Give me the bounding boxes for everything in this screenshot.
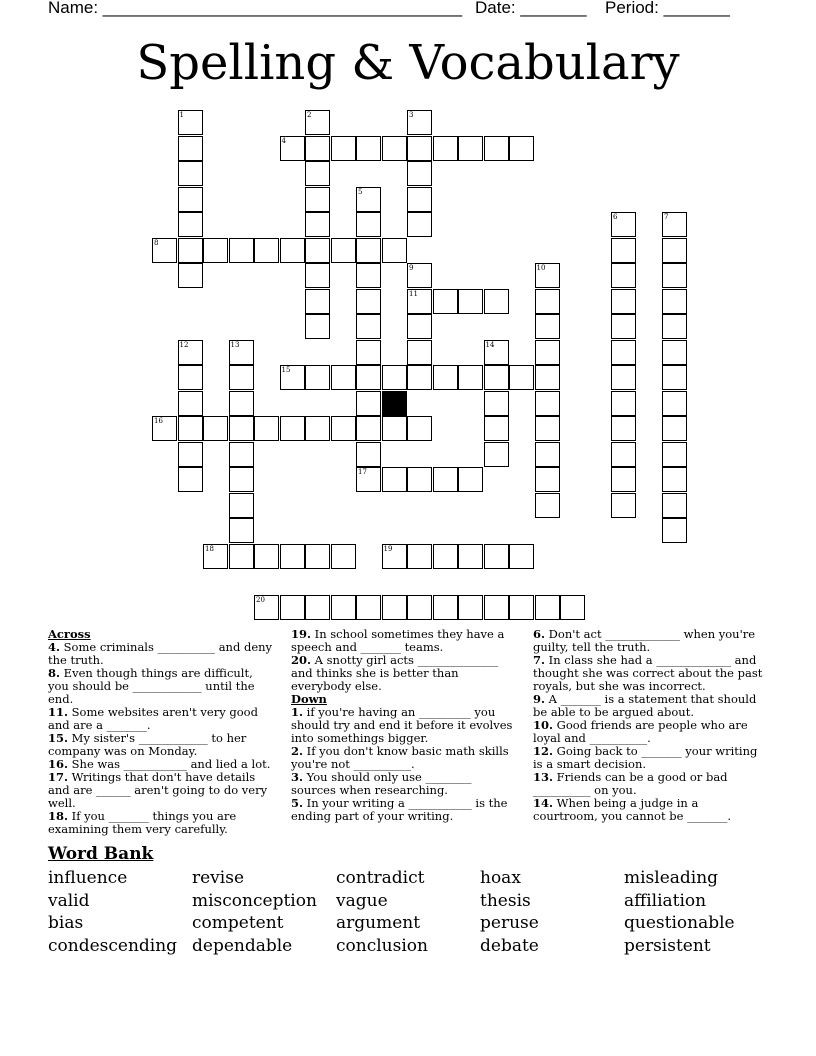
grid-cell[interactable] <box>407 467 432 492</box>
across-heading: Across <box>48 627 91 641</box>
grid-cell[interactable] <box>535 595 560 620</box>
grid-cell[interactable] <box>458 365 483 390</box>
grid-cell[interactable] <box>662 340 687 365</box>
grid-cell[interactable] <box>280 544 305 569</box>
word-bank-item: valid <box>48 891 90 911</box>
clue-across-18: 18. If you _______ things you are examining them very carefully. <box>48 809 237 836</box>
clue-down-12: 12. Going back to _______ your writing is a smart decision. <box>533 744 758 771</box>
clue-across-19: 19. In school sometimes they have a speech and _______ teams. <box>291 627 505 654</box>
grid-cell[interactable] <box>356 442 381 467</box>
word-bank-item: conclusion <box>336 936 428 956</box>
grid-cell[interactable] <box>178 212 203 237</box>
grid-cell[interactable] <box>535 340 560 365</box>
clue-number-2: 2 <box>307 111 312 119</box>
grid-cell[interactable] <box>305 161 330 186</box>
clue-number-20: 20 <box>256 595 265 604</box>
grid-cell[interactable] <box>178 136 203 161</box>
grid-cell[interactable] <box>229 493 254 518</box>
clue-number-6: 6 <box>613 213 618 221</box>
word-bank-item: revise <box>192 868 245 888</box>
grid-cell[interactable] <box>331 595 356 620</box>
clue-number-12: 12 <box>179 340 189 349</box>
clue-number-4: 4 <box>281 136 286 145</box>
grid-cell[interactable] <box>356 595 381 620</box>
grid-cell[interactable] <box>178 238 203 263</box>
clue-down-14: 14. When being a judge in a courtroom, you cannot be _______. <box>533 796 731 823</box>
grid-cell[interactable] <box>509 136 534 161</box>
word-bank-item: misconception <box>192 891 317 911</box>
word-bank-item: contradict <box>336 868 425 888</box>
grid-cell[interactable] <box>178 416 203 441</box>
grid-cell[interactable] <box>662 391 687 416</box>
grid-cell[interactable] <box>254 544 279 569</box>
clue-number-5: 5 <box>358 187 363 196</box>
word-bank-item: misleading <box>624 868 719 888</box>
grid-cell[interactable] <box>407 416 432 441</box>
grid-cell[interactable] <box>305 544 330 569</box>
grid-cell[interactable] <box>458 136 483 161</box>
grid-cell[interactable] <box>484 289 509 314</box>
grid-cell[interactable] <box>280 595 305 620</box>
grid-cell[interactable] <box>484 595 509 620</box>
clue-number-15: 15 <box>281 366 291 374</box>
grid-cell[interactable] <box>305 289 330 314</box>
grid-cell[interactable] <box>229 467 254 492</box>
grid-cell[interactable] <box>509 544 534 569</box>
grid-cell[interactable] <box>433 467 458 492</box>
grid-cell[interactable] <box>382 416 407 441</box>
grid-cell[interactable] <box>382 136 407 161</box>
grid-cell[interactable] <box>356 391 381 416</box>
grid-cell[interactable] <box>662 365 687 390</box>
grid-cell[interactable] <box>611 416 636 441</box>
grid-cell[interactable] <box>535 416 560 441</box>
grid-cell[interactable] <box>356 238 381 263</box>
grid-cell[interactable] <box>356 263 381 288</box>
grid-cell[interactable] <box>407 365 432 390</box>
period-field[interactable]: Period: _______ <box>605 0 730 17</box>
grid-cell[interactable] <box>178 391 203 416</box>
clue-number-18: 18 <box>205 544 214 553</box>
clue-number-19: 19 <box>383 544 393 553</box>
grid-cell[interactable] <box>229 238 254 263</box>
grid-cell[interactable] <box>178 467 203 492</box>
word-bank-item: thesis <box>480 891 531 911</box>
clue-number-16: 16 <box>154 417 163 425</box>
word-bank-item: competent <box>192 913 284 933</box>
grid-cell[interactable] <box>433 136 458 161</box>
grid-cell[interactable] <box>611 238 636 263</box>
grid-cell[interactable] <box>484 391 509 416</box>
grid-cell[interactable] <box>178 442 203 467</box>
grid-cell[interactable] <box>509 595 534 620</box>
clue-down-2: 2. If you don't know basic math skills you're not __________. <box>291 744 509 771</box>
clue-across-8: 8. Even though things are difficult, you should be ____________ until the end. <box>48 666 255 706</box>
grid-cell[interactable] <box>407 595 432 620</box>
grid-cell[interactable] <box>484 442 509 467</box>
grid-cell[interactable] <box>305 595 330 620</box>
clue-across-15: 15. My sister's ____________ to her company was on Monday. <box>48 731 247 758</box>
grid-cell[interactable] <box>611 263 636 288</box>
grid-cell[interactable] <box>407 340 432 365</box>
clue-across-20: 20. A snotty girl acts ______________ and thinks she is better than everybody else. <box>291 653 499 693</box>
grid-cell[interactable] <box>611 289 636 314</box>
grid-cell[interactable] <box>662 263 687 288</box>
grid-cell[interactable] <box>178 365 203 390</box>
clue-number-17: 17 <box>358 468 367 476</box>
grid-cell[interactable] <box>229 544 254 569</box>
grid-cell[interactable] <box>407 544 432 569</box>
word-bank-title: Word Bank <box>48 844 154 864</box>
grid-cell[interactable] <box>356 340 381 365</box>
grid-cell[interactable] <box>535 289 560 314</box>
grid-cell[interactable] <box>535 467 560 492</box>
grid-cell[interactable] <box>611 365 636 390</box>
clue-across-16: 16. She was ___________ and lied a lot. <box>48 757 271 771</box>
grid-cell[interactable] <box>254 238 279 263</box>
grid-cell[interactable] <box>305 136 330 161</box>
word-bank-item: vague <box>336 891 388 911</box>
grid-cell[interactable] <box>662 518 687 543</box>
grid-cell[interactable] <box>611 340 636 365</box>
grid-cell[interactable] <box>433 365 458 390</box>
clues-column-1 <box>48 628 276 836</box>
clue-number-3: 3 <box>409 111 414 119</box>
grid-cell[interactable] <box>305 212 330 237</box>
grid-cell[interactable] <box>662 314 687 339</box>
clue-across-4: 4. Some criminals __________ and deny the truth. <box>48 640 273 667</box>
grid-cell[interactable] <box>611 391 636 416</box>
grid-cell[interactable] <box>178 263 203 288</box>
clue-down-5: 5. In your writing a ___________ is the ending part of your writing. <box>291 796 508 823</box>
grid-cell[interactable] <box>203 238 228 263</box>
grid-cell[interactable] <box>382 467 407 492</box>
grid-cell[interactable] <box>535 442 560 467</box>
grid-cell[interactable] <box>356 365 381 390</box>
clue-number-10: 10 <box>536 264 546 272</box>
word-bank-item: persistent <box>624 936 711 956</box>
word-bank-item: hoax <box>480 868 521 888</box>
grid-cell[interactable] <box>509 365 534 390</box>
clue-number-13: 13 <box>230 340 240 349</box>
grid-cell[interactable] <box>229 365 254 390</box>
grid-cell[interactable] <box>203 416 228 441</box>
grid-cell[interactable] <box>229 416 254 441</box>
grid-cell[interactable] <box>458 289 483 314</box>
clue-across-17: 17. Writings that don't have details and are ______ aren't going to do very well. <box>48 770 268 810</box>
grid-cell[interactable] <box>280 238 305 263</box>
grid-cell[interactable] <box>305 314 330 339</box>
word-bank-item: peruse <box>480 913 539 933</box>
grid-cell[interactable] <box>458 595 483 620</box>
grid-cell[interactable] <box>458 467 483 492</box>
grid-cell[interactable] <box>662 238 687 263</box>
grid-cell[interactable] <box>382 365 407 390</box>
word-bank-item: dependable <box>192 936 293 956</box>
grid-cell[interactable] <box>407 314 432 339</box>
grid-cell[interactable] <box>662 289 687 314</box>
grid-cell[interactable] <box>433 595 458 620</box>
grid-cell[interactable] <box>484 416 509 441</box>
clue-across-11: 11. Some websites aren't very good and are a _______. <box>48 705 258 732</box>
grid-cell[interactable] <box>535 365 560 390</box>
clue-down-3: 3. You should only use ________ sources when researching. <box>291 770 472 797</box>
grid-cell[interactable] <box>356 212 381 237</box>
grid-cell[interactable] <box>662 467 687 492</box>
word-bank-item: affiliation <box>624 891 707 911</box>
word-bank-item: questionable <box>624 913 735 933</box>
clue-number-8: 8 <box>154 238 159 247</box>
clue-number-14: 14 <box>485 340 495 349</box>
clue-number-9: 9 <box>409 264 414 272</box>
grid-cell[interactable] <box>535 493 560 518</box>
clues-column-3 <box>533 628 763 823</box>
grid-cell[interactable] <box>484 544 509 569</box>
grid-cell[interactable] <box>331 238 356 263</box>
grid-cell[interactable] <box>484 365 509 390</box>
clue-down-10: 10. Good friends are people who are loyal and __________. <box>533 718 748 745</box>
grid-cell[interactable] <box>433 289 458 314</box>
grid-cell[interactable] <box>407 212 432 237</box>
word-bank-item: condescending <box>48 936 178 956</box>
grid-cell[interactable] <box>229 391 254 416</box>
grid-cell[interactable] <box>331 416 356 441</box>
grid-cell[interactable] <box>458 544 483 569</box>
grid-cell[interactable] <box>305 416 330 441</box>
grid-cell[interactable] <box>433 544 458 569</box>
grid-cell[interactable] <box>611 442 636 467</box>
clue-number-7: 7 <box>664 213 669 221</box>
grid-cell[interactable] <box>356 314 381 339</box>
grid-cell[interactable] <box>229 518 254 543</box>
grid-cell[interactable] <box>331 365 356 390</box>
grid-cell[interactable] <box>662 416 687 441</box>
grid-cell[interactable] <box>178 161 203 186</box>
word-bank-item: influence <box>48 868 128 888</box>
blocked-cell <box>382 391 407 416</box>
clue-down-9: 9. A _______ is a statement that should be able to be argued about. <box>533 692 757 719</box>
word-bank-item: debate <box>480 936 539 956</box>
grid-cell[interactable] <box>305 263 330 288</box>
grid-cell[interactable] <box>535 314 560 339</box>
name-field[interactable]: Name: ______________________________________ <box>48 0 463 17</box>
grid-cell[interactable] <box>356 136 381 161</box>
grid-cell[interactable] <box>407 136 432 161</box>
grid-cell[interactable] <box>611 314 636 339</box>
word-bank-item: argument <box>336 913 421 933</box>
grid-cell[interactable] <box>280 416 305 441</box>
grid-cell[interactable] <box>382 595 407 620</box>
grid-cell[interactable] <box>611 493 636 518</box>
clue-number-11: 11 <box>409 289 418 298</box>
grid-cell[interactable] <box>382 238 407 263</box>
grid-cell[interactable] <box>305 187 330 212</box>
word-bank-item: bias <box>48 913 84 933</box>
clues-column-2 <box>291 628 516 823</box>
grid-cell[interactable] <box>356 289 381 314</box>
grid-cell[interactable] <box>662 493 687 518</box>
grid-cell[interactable] <box>356 416 381 441</box>
clue-down-6: 6. Don't act _____________ when you're guilty, tell the truth. <box>533 627 756 654</box>
page-title: Spelling & Vocabulary <box>136 35 680 91</box>
grid-cell[interactable] <box>611 467 636 492</box>
clue-down-7: 7. In class she had a _____________ and thought she was correct about the past royals, but she was incorrect. <box>533 653 763 693</box>
grid-cell[interactable] <box>229 442 254 467</box>
grid-cell[interactable] <box>407 187 432 212</box>
grid-cell[interactable] <box>560 595 585 620</box>
down-heading: Down <box>291 692 327 706</box>
grid-cell[interactable] <box>178 187 203 212</box>
date-field[interactable]: Date: _______ <box>475 0 587 17</box>
grid-cell[interactable] <box>331 544 356 569</box>
grid-cell[interactable] <box>305 238 330 263</box>
clue-down-1: 1. if you're having an _________ you should try and end it before it evolves into somethings bigger. <box>291 705 513 745</box>
clue-down-13: 13. Friends can be a good or bad __________ on you. <box>533 770 728 797</box>
grid-cell[interactable] <box>407 161 432 186</box>
grid-cell[interactable] <box>662 442 687 467</box>
grid-cell[interactable] <box>484 136 509 161</box>
clue-number-1: 1 <box>179 111 184 119</box>
grid-cell[interactable] <box>535 391 560 416</box>
grid-cell[interactable] <box>305 365 330 390</box>
grid-cell[interactable] <box>331 136 356 161</box>
grid-cell[interactable] <box>254 416 279 441</box>
